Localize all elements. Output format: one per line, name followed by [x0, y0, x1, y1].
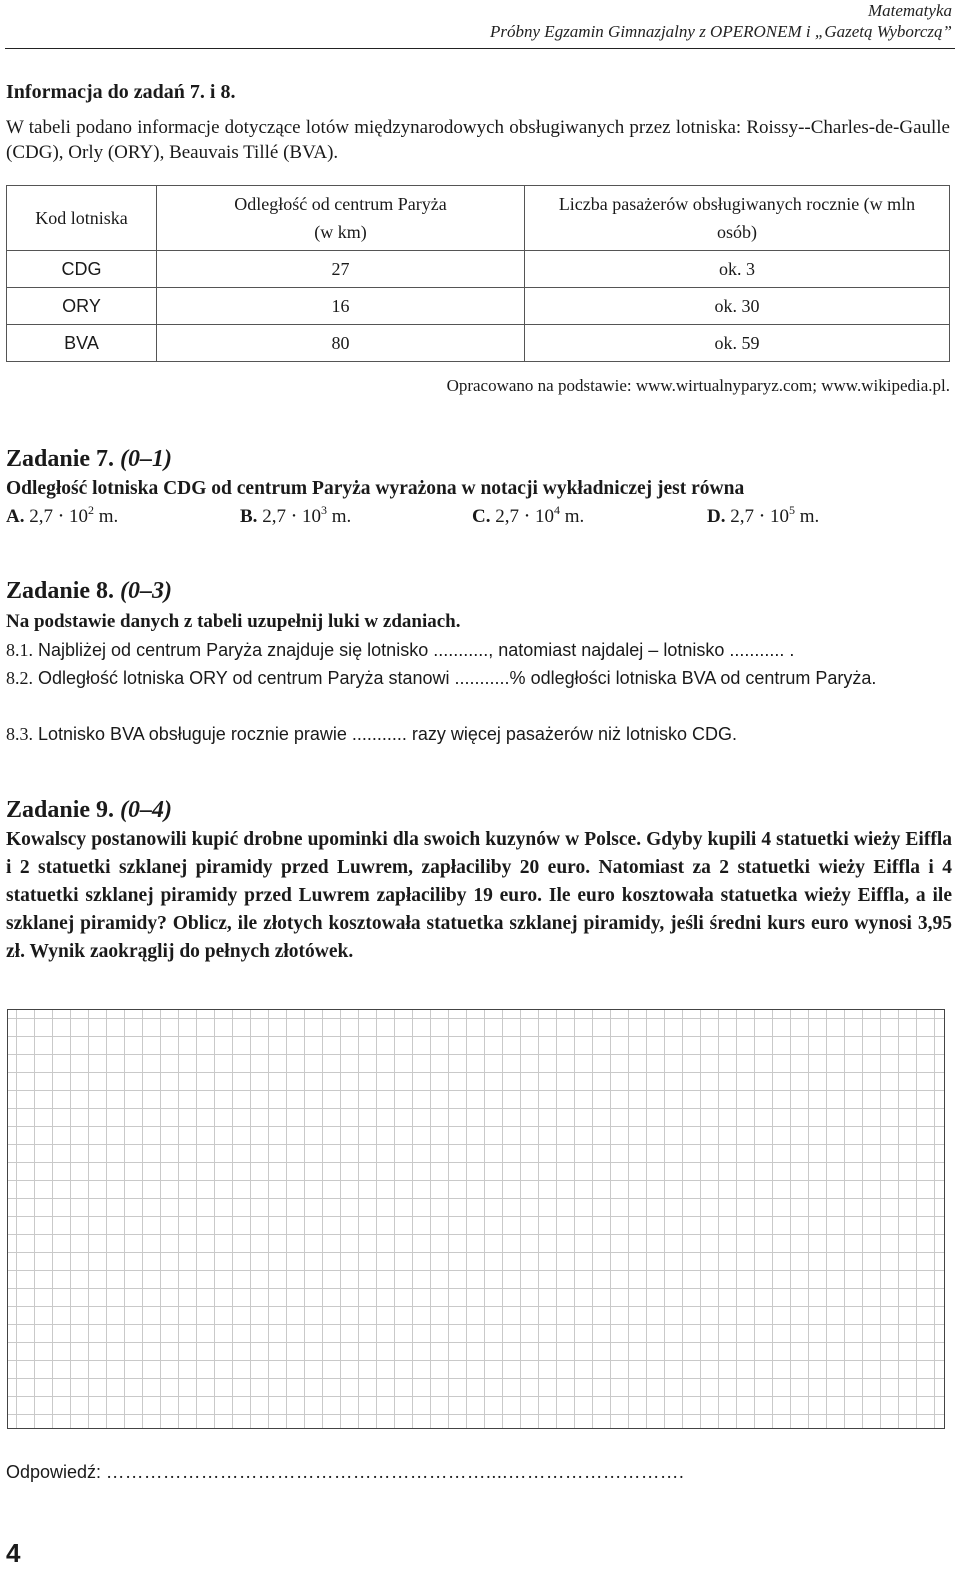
task8-points: (0–3)	[120, 578, 173, 604]
answer-line[interactable]	[6, 1462, 685, 1483]
task7-label: Zadanie 7.	[6, 446, 115, 472]
table-row	[7, 325, 950, 362]
task8-title	[6, 576, 172, 606]
header-subject: Matematyka	[867, 1, 952, 20]
table-cell: CDG	[7, 251, 157, 288]
task8-item	[6, 664, 952, 692]
table-row	[7, 288, 950, 325]
option-base: 2,7 ⋅ 10	[262, 506, 321, 527]
table-source: Opracowano na podstawie: www.wirtualnyparyz.com; www.wikipedia.pl.	[446, 376, 950, 395]
task9-points: (0–4)	[120, 797, 173, 823]
table-header-cell: Odległość od centrum Paryża (w km)	[157, 186, 525, 251]
option-exponent: 3	[320, 503, 327, 517]
item-number: 8.1.	[6, 640, 33, 660]
task8-item	[6, 636, 952, 664]
task8-label: Zadanie 8.	[6, 578, 115, 604]
option-base: 2,7 ⋅ 10	[495, 506, 554, 527]
option-letter: D.	[707, 506, 726, 527]
table-cell: 80	[157, 325, 525, 362]
item-number: 8.2.	[6, 668, 33, 688]
header-exam-title: Próbny Egzamin Gimnazjalny z OPERONEM i „Gazetą Wyborczą”	[490, 22, 952, 41]
option-letter: A.	[6, 506, 25, 527]
task8-instruction: Na podstawie danych z tabeli uzupełnij luki w zdaniach.	[6, 611, 461, 632]
item-number: 8.3.	[6, 724, 33, 744]
table-header-row	[7, 186, 950, 251]
option-letter: C.	[472, 506, 491, 527]
item-text[interactable]: Najbliżej od centrum Paryża znajduje się lotnisko ..........., natomiast najdalej – lotnisko ........... .	[38, 640, 795, 660]
item-text[interactable]: Lotnisko BVA obsługuje rocznie prawie ........... razy więcej pasażerów niż lotnisko CDG.	[38, 724, 737, 744]
info-heading: Informacja do zadań 7. i 8.	[6, 81, 236, 103]
option-unit: m.	[795, 506, 820, 527]
task7-question: Odległość lotniska CDG od centrum Paryża wyrażona w notacji wykładniczej jest równa	[6, 478, 745, 499]
header-divider	[5, 48, 955, 49]
option-c[interactable]	[472, 505, 584, 528]
task9-text: Kowalscy postanowili kupić drobne upominki dla swoich kuzynów w Polsce. Gdyby kupili 4 statuetki wieży Eiffla i 2 statuetki szklanej piramidy przed Luwrem, zapłaciliby 20 euro. Natomiast za 2 statuetki wieży Eiffla i 4 statuetki szklanej piramidy przed Luwrem zapłaciliby 19 euro. Ile euro kosztowała statuetka wieży Eiffla, a ile szklanej piramidy? Oblicz, ile złotych kosztowała statuetka szklanej piramidy, jeśli średni kurs euro wynosi 3,95 zł. Wynik zaokrąglij do pełnych złotówek.	[6, 829, 952, 962]
task9-title	[6, 795, 172, 825]
task7-options	[6, 505, 946, 531]
task7-points: (0–1)	[120, 446, 173, 472]
option-a[interactable]	[6, 505, 118, 528]
table-header-cell: Liczba pasażerów obsługiwanych rocznie (w mln osób)	[525, 186, 950, 251]
table-cell: ok. 3	[525, 251, 950, 288]
option-base: 2,7 ⋅ 10	[730, 506, 789, 527]
item-text[interactable]: Odległość lotniska ORY od centrum Paryża stanowi ...........% odległości lotniska BVA od centrum Paryża.	[38, 668, 877, 688]
table-cell: 16	[157, 288, 525, 325]
option-unit: m.	[326, 506, 352, 527]
option-exponent: 2	[88, 503, 94, 517]
table-header-cell: Kod lotniska	[7, 186, 157, 251]
table-row	[7, 251, 950, 288]
option-exponent: 4	[554, 503, 560, 517]
table-cell: BVA	[7, 325, 157, 362]
option-b[interactable]	[240, 505, 351, 528]
option-unit: m.	[94, 506, 119, 527]
page-header	[490, 0, 952, 42]
task9-label: Zadanie 9.	[6, 797, 115, 823]
page-number: 4	[6, 1538, 21, 1568]
answer-grid[interactable]	[7, 1009, 945, 1429]
info-text: W tabeli podano informacje dotyczące lotów międzynarodowych obsługiwanych przez lotniska: Roissy--Charles-de-Gaulle (CDG), Orly (ORY), Beauvais Tillé (BVA).	[6, 117, 950, 163]
answer-dots: ……………………………………………………....……………………….	[106, 1462, 685, 1482]
airport-table	[6, 185, 950, 362]
table-cell: ok. 30	[525, 288, 950, 325]
table-cell: ok. 59	[525, 325, 950, 362]
table-cell: 27	[157, 251, 525, 288]
option-base: 2,7 ⋅ 10	[29, 506, 88, 527]
table-cell: ORY	[7, 288, 157, 325]
answer-label: Odpowiedź:	[6, 1462, 102, 1482]
task8-item	[6, 720, 952, 748]
option-unit: m.	[560, 506, 585, 527]
option-d[interactable]	[707, 505, 819, 528]
option-letter: B.	[240, 506, 258, 527]
task7-title	[6, 444, 172, 474]
option-exponent: 5	[789, 503, 795, 517]
